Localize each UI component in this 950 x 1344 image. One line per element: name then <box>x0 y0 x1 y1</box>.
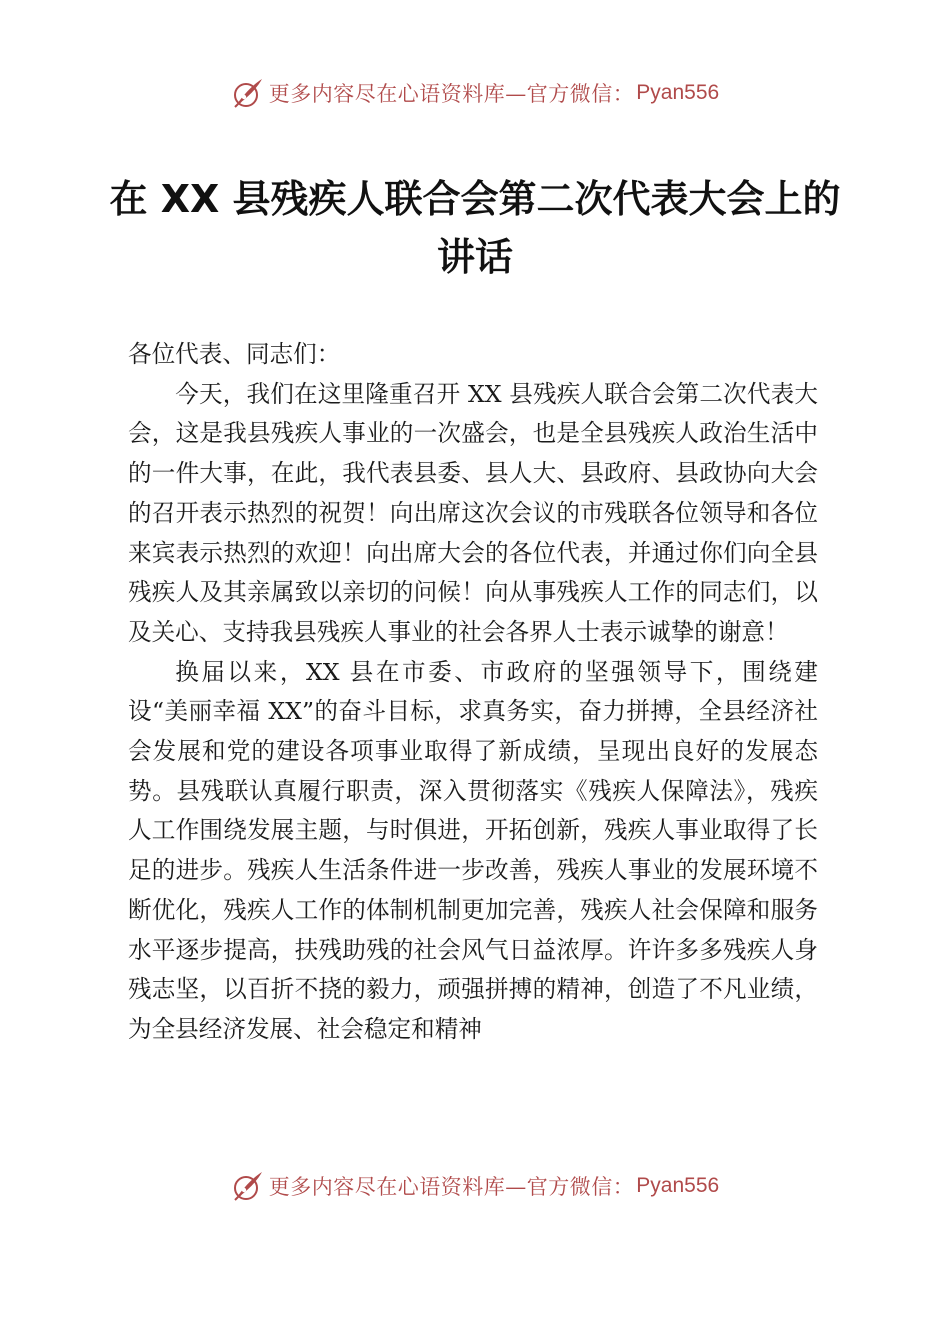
wechat-id: Pyan556 <box>636 1174 720 1197</box>
paragraph-1: 今天，我们在这里隆重召开 XX 县残疾人联合会第二次代表大会，这是我县残疾人事业的一次盛会，也是全县残疾人政治生活中的一件大事，在此，我代表县委、县人大、县政府、县政协向大会的召开表示热烈的祝贺！向出席这次会议的市残联各位领导和各位来宾表示热烈的欢迎！向出席大会的各位代表，并通过你们向全县残疾人及其亲属致以亲切的问候！向从事残疾人工作的同志们，以及关心、支持我县残疾人事业的社会各界人士表示诚挚的谢意！ <box>128 379 818 646</box>
page-title: 在 XX 县残疾人联合会第二次代表大会上的讲话 <box>109 177 841 279</box>
speech-body <box>128 335 818 1050</box>
watermark-text: 更多内容尽在心语资料库—官方微信： <box>268 1175 635 1199</box>
quill-pen-logo-icon <box>231 1169 265 1203</box>
watermark-text: 更多内容尽在心语资料库—官方微信： <box>268 82 635 106</box>
footer-watermark-banner <box>0 1166 950 1206</box>
header-watermark-banner <box>0 73 950 113</box>
wechat-id: Pyan556 <box>636 81 720 104</box>
paragraph-2: 换届以来，XX 县在市委、市政府的坚强领导下，围绕建设“美丽幸福 XX”的奋斗目标，求真务实，奋力拼搏，全县经济社会发展和党的建设各项事业取得了新成绩，呈现出良好的发展态势。县残联认真履行职责，深入贯彻落实《残疾人保障法》，残疾人工作围绕发展主题，与时俱进，开拓创新，残疾人事业取得了长足的进步。残疾人生活条件进一步改善，残疾人事业的发展环境不断优化，残疾人工作的体制机制更加完善，残疾人社会保障和服务水平逐步提高，扶残助残的社会风气日益浓厚。许许多多残疾人身残志坚，以百折不挠的毅力，顽强拼搏的精神，创造了不凡业绩，为全县经济发展、社会稳定和精神 <box>128 657 818 1043</box>
quill-pen-logo-icon <box>231 76 265 110</box>
salutation: 各位代表、同志们： <box>128 340 341 368</box>
